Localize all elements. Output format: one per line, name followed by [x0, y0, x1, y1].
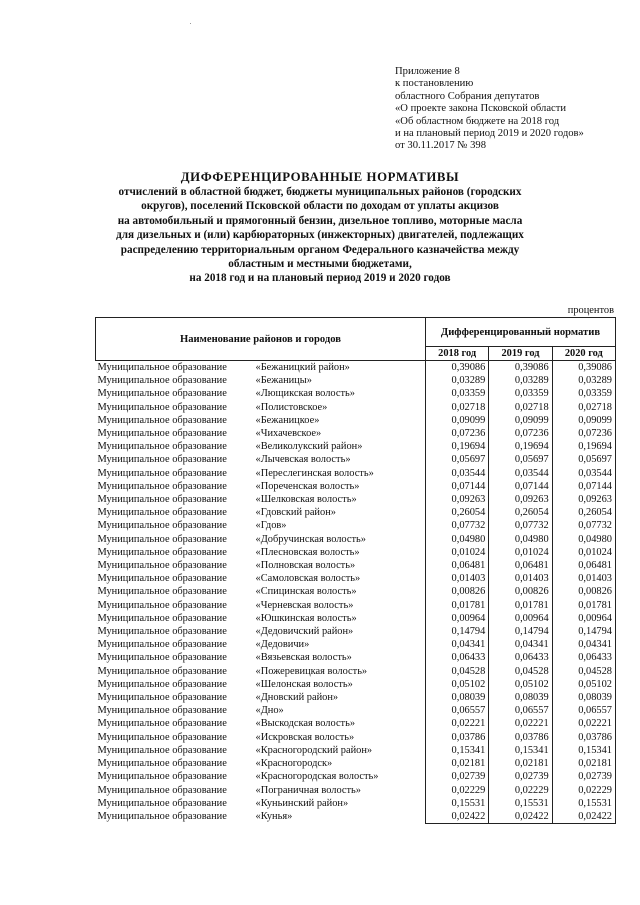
row-name-cell: [96, 533, 426, 546]
entity-type: Муниципальное образование: [97, 639, 227, 651]
value-2018: 0,06433: [426, 651, 489, 664]
value-2018: 0,09263: [426, 493, 489, 506]
municipality-name: «Юшкинская волость»: [255, 612, 357, 624]
value-2020: 0,06481: [552, 559, 615, 572]
table-row: [96, 480, 616, 493]
municipality-name: «Куньинский район»: [255, 797, 349, 809]
table-row: [96, 572, 616, 585]
row-name-cell: [96, 797, 426, 810]
title-line: для дизельных и (или) карбюраторных (инжекторных) двигателей, подлежащих: [116, 229, 524, 242]
table-row: [96, 585, 616, 598]
entity-type: Муниципальное образование: [97, 441, 227, 453]
value-2019: 0,02229: [489, 784, 552, 797]
value-2020: 0,01024: [552, 546, 615, 559]
municipality-name: «Вязьевская волость»: [255, 652, 352, 664]
title-line: на 2018 год и на плановый период 2019 и 2020 годов: [189, 272, 451, 285]
value-2020: 0,02422: [552, 810, 615, 824]
table-row: [96, 704, 616, 717]
title-line: округов), поселений Псковской области по доходам от уплаты акцизов: [141, 200, 499, 213]
value-2020: 0,01403: [552, 572, 615, 585]
entity-type: Муниципальное образование: [97, 494, 227, 506]
value-2018: 0,03359: [426, 387, 489, 400]
municipality-name: «Черневская волость»: [255, 599, 354, 611]
value-2019: 0,15531: [489, 797, 552, 810]
entity-type: Муниципальное образование: [97, 401, 227, 413]
title-line: областным и местными бюджетами,: [228, 258, 412, 271]
value-2019: 0,19694: [489, 440, 552, 453]
table-row: [96, 797, 616, 810]
value-2018: 0,07144: [426, 480, 489, 493]
row-name-cell: [96, 625, 426, 638]
entity-type: Муниципальное образование: [97, 811, 227, 823]
entity-type: Муниципальное образование: [97, 507, 227, 519]
entity-type: Муниципальное образование: [97, 797, 227, 809]
value-2020: 0,05102: [552, 678, 615, 691]
value-2018: 0,02739: [426, 770, 489, 783]
value-2019: 0,39086: [489, 361, 552, 375]
value-2020: 0,26054: [552, 506, 615, 519]
table-row: [96, 374, 616, 387]
unit-label: процентов: [567, 305, 614, 316]
value-2020: 0,15341: [552, 744, 615, 757]
entity-type: Муниципальное образование: [97, 665, 227, 677]
municipality-name: «Красногородский район»: [255, 744, 373, 756]
municipality-name: «Красногородская волость»: [255, 771, 379, 783]
row-name-cell: [96, 440, 426, 453]
value-2019: 0,26054: [489, 506, 552, 519]
table-row: [96, 599, 616, 612]
entity-type: Муниципальное образование: [97, 599, 227, 611]
municipality-name: «Пожеревицкая волость»: [255, 665, 368, 677]
value-2019: 0,07732: [489, 519, 552, 532]
value-2019: 0,01781: [489, 599, 552, 612]
row-name-cell: [96, 678, 426, 691]
value-2019: 0,05697: [489, 453, 552, 466]
value-2020: 0,03359: [552, 387, 615, 400]
header-group: Дифференцированный норматив: [426, 318, 616, 347]
value-2020: 0,04528: [552, 665, 615, 678]
entity-type: Муниципальное образование: [97, 454, 227, 466]
value-2018: 0,15531: [426, 797, 489, 810]
value-2019: 0,04528: [489, 665, 552, 678]
value-2018: 0,02221: [426, 717, 489, 730]
row-name-cell: [96, 572, 426, 585]
value-2019: 0,03289: [489, 374, 552, 387]
value-2018: 0,06557: [426, 704, 489, 717]
row-name-cell: [96, 770, 426, 783]
value-2018: 0,02718: [426, 401, 489, 414]
municipality-name: «Шелковская волость»: [255, 494, 357, 506]
value-2018: 0,26054: [426, 506, 489, 519]
header-year-2019: 2019 год: [489, 347, 552, 361]
value-2019: 0,00964: [489, 612, 552, 625]
table-row: [96, 757, 616, 770]
table-row: [96, 546, 616, 559]
row-name-cell: [96, 559, 426, 572]
row-name-cell: [96, 757, 426, 770]
value-2020: 0,01781: [552, 599, 615, 612]
value-2018: 0,05697: [426, 453, 489, 466]
value-2020: 0,00826: [552, 585, 615, 598]
municipality-name: «Искровская волость»: [255, 731, 355, 743]
table-row: [96, 533, 616, 546]
title-line: распределению территориальным органом Федерального казначейства между: [120, 243, 520, 256]
value-2019: 0,02718: [489, 401, 552, 414]
table-row: [96, 770, 616, 783]
entity-type: Муниципальное образование: [97, 744, 227, 756]
municipality-name: «Бежаницы»: [255, 375, 312, 387]
appendix-line: к постановлению: [395, 78, 474, 90]
table-body: [96, 361, 616, 824]
municipality-name: «Дедовичский район»: [255, 626, 354, 638]
municipality-name: «Чихачевское»: [255, 428, 322, 440]
value-2018: 0,07732: [426, 519, 489, 532]
value-2019: 0,01403: [489, 572, 552, 585]
entity-type: Муниципальное образование: [97, 718, 227, 730]
entity-type: Муниципальное образование: [97, 560, 227, 572]
municipality-name: «Лющикская волость»: [255, 388, 355, 400]
value-2020: 0,09263: [552, 493, 615, 506]
value-2020: 0,06557: [552, 704, 615, 717]
table-row: [96, 414, 616, 427]
municipality-name: «Великолукский район»: [255, 441, 363, 453]
value-2019: 0,06557: [489, 704, 552, 717]
row-name-cell: [96, 638, 426, 651]
municipality-name: «Шелонская волость»: [255, 678, 353, 690]
appendix-line: от 30.11.2017 № 398: [395, 140, 487, 152]
table-row: [96, 678, 616, 691]
municipality-name: «Дновский район»: [255, 692, 339, 704]
row-name-cell: [96, 493, 426, 506]
entity-type: Муниципальное образование: [97, 533, 227, 545]
table-row: [96, 744, 616, 757]
entity-type: Муниципальное образование: [97, 692, 227, 704]
value-2020: 0,19694: [552, 440, 615, 453]
table-row: [96, 625, 616, 638]
entity-type: Муниципальное образование: [97, 480, 227, 492]
entity-type: Муниципальное образование: [97, 771, 227, 783]
value-2018: 0,01024: [426, 546, 489, 559]
value-2019: 0,05102: [489, 678, 552, 691]
value-2020: 0,02739: [552, 770, 615, 783]
value-2019: 0,01024: [489, 546, 552, 559]
municipality-name: «Гдов»: [255, 520, 287, 532]
municipality-name: «Кунья»: [255, 811, 293, 823]
value-2018: 0,03786: [426, 731, 489, 744]
municipality-name: «Полновская волость»: [255, 560, 356, 572]
entity-type: Муниципальное образование: [97, 678, 227, 690]
value-2018: 0,06481: [426, 559, 489, 572]
entity-type: Муниципальное образование: [97, 573, 227, 585]
table-row: [96, 638, 616, 651]
value-2019: 0,08039: [489, 691, 552, 704]
value-2020: 0,03544: [552, 467, 615, 480]
table-row: [96, 665, 616, 678]
value-2018: 0,01403: [426, 572, 489, 585]
row-name-cell: [96, 361, 426, 375]
row-name-cell: [96, 784, 426, 797]
table-row: [96, 493, 616, 506]
entity-type: Муниципальное образование: [97, 586, 227, 598]
row-name-cell: [96, 387, 426, 400]
scan-speck: [190, 23, 191, 24]
header-year-2018: 2018 год: [426, 347, 489, 361]
appendix-line: областного Собрания депутатов: [395, 90, 540, 102]
row-name-cell: [96, 467, 426, 480]
value-2018: 0,15341: [426, 744, 489, 757]
municipality-name: «Пограничная волость»: [255, 784, 361, 796]
table-row: [96, 440, 616, 453]
table-row: [96, 467, 616, 480]
appendix-header: [395, 66, 635, 153]
row-name-cell: [96, 744, 426, 757]
row-name-cell: [96, 810, 426, 824]
value-2019: 0,03544: [489, 467, 552, 480]
value-2019: 0,00826: [489, 585, 552, 598]
value-2020: 0,02718: [552, 401, 615, 414]
entity-type: Муниципальное образование: [97, 758, 227, 770]
appendix-line: «Об областном бюджете на 2018 год: [395, 115, 560, 127]
entity-type: Муниципальное образование: [97, 428, 227, 440]
table-row: [96, 717, 616, 730]
value-2019: 0,02181: [489, 757, 552, 770]
entity-type: Муниципальное образование: [97, 467, 227, 479]
appendix-line: Приложение 8: [395, 66, 460, 77]
value-2020: 0,03289: [552, 374, 615, 387]
value-2018: 0,02229: [426, 784, 489, 797]
table-row: [96, 559, 616, 572]
municipality-name: «Бежаницкий район»: [255, 362, 350, 373]
row-name-cell: [96, 374, 426, 387]
municipality-name: «Плесновская волость»: [255, 546, 360, 558]
value-2019: 0,09099: [489, 414, 552, 427]
row-name-cell: [96, 691, 426, 704]
table-row: [96, 401, 616, 414]
municipality-name: «Полистовское»: [255, 401, 328, 413]
table-row: [96, 784, 616, 797]
table-row: [96, 387, 616, 400]
value-2018: 0,02422: [426, 810, 489, 824]
entity-type: Муниципальное образование: [97, 652, 227, 664]
value-2018: 0,04980: [426, 533, 489, 546]
entity-type: Муниципальное образование: [97, 705, 227, 717]
value-2018: 0,00964: [426, 612, 489, 625]
header-year-2020: 2020 год: [552, 347, 615, 361]
value-2019: 0,04341: [489, 638, 552, 651]
value-2020: 0,02221: [552, 717, 615, 730]
municipality-name: «Гдовский район»: [255, 507, 336, 519]
value-2020: 0,08039: [552, 691, 615, 704]
row-name-cell: [96, 546, 426, 559]
value-2020: 0,04980: [552, 533, 615, 546]
value-2018: 0,14794: [426, 625, 489, 638]
row-name-cell: [96, 401, 426, 414]
table-row: [96, 612, 616, 625]
appendix-line: «О проекте закона Псковской области: [395, 103, 567, 115]
municipality-name: «Переслегинская волость»: [255, 467, 374, 479]
value-2020: 0,14794: [552, 625, 615, 638]
value-2020: 0,06433: [552, 651, 615, 664]
row-name-cell: [96, 612, 426, 625]
value-2018: 0,02181: [426, 757, 489, 770]
row-name-cell: [96, 704, 426, 717]
entity-type: Муниципальное образование: [97, 520, 227, 532]
value-2019: 0,07144: [489, 480, 552, 493]
municipality-name: «Пореченская волость»: [255, 480, 360, 492]
value-2020: 0,03786: [552, 731, 615, 744]
value-2018: 0,05102: [426, 678, 489, 691]
table-row: [96, 519, 616, 532]
value-2020: 0,02181: [552, 757, 615, 770]
entity-type: Муниципальное образование: [97, 731, 227, 743]
table-row: [96, 810, 616, 824]
row-name-cell: [96, 599, 426, 612]
value-2019: 0,03359: [489, 387, 552, 400]
header-name: Наименование районов и городов: [96, 318, 426, 361]
appendix-line: и на плановый период 2019 и 2020 годов»: [395, 128, 584, 140]
document-title: [20, 169, 620, 286]
value-2018: 0,08039: [426, 691, 489, 704]
table-row: [96, 361, 616, 375]
value-2019: 0,02221: [489, 717, 552, 730]
value-2018: 0,04528: [426, 665, 489, 678]
value-2020: 0,07144: [552, 480, 615, 493]
table-row: [96, 651, 616, 664]
value-2018: 0,00826: [426, 585, 489, 598]
municipality-name: «Красногородск»: [255, 758, 333, 770]
value-2019: 0,06433: [489, 651, 552, 664]
norms-table: [95, 317, 616, 824]
value-2018: 0,39086: [426, 361, 489, 375]
value-2019: 0,02422: [489, 810, 552, 824]
entity-type: Муниципальное образование: [97, 784, 227, 796]
value-2020: 0,04341: [552, 638, 615, 651]
row-name-cell: [96, 506, 426, 519]
value-2020: 0,15531: [552, 797, 615, 810]
municipality-name: «Добручинская волость»: [255, 533, 366, 545]
municipality-name: «Дедовичи»: [255, 639, 310, 651]
value-2018: 0,07236: [426, 427, 489, 440]
value-2019: 0,14794: [489, 625, 552, 638]
row-name-cell: [96, 651, 426, 664]
value-2018: 0,03289: [426, 374, 489, 387]
value-2019: 0,07236: [489, 427, 552, 440]
entity-type: Муниципальное образование: [97, 388, 227, 400]
entity-type: Муниципальное образование: [97, 414, 227, 426]
value-2020: 0,00964: [552, 612, 615, 625]
row-name-cell: [96, 480, 426, 493]
municipality-name: «Дно»: [255, 705, 284, 717]
entity-type: Муниципальное образование: [97, 375, 227, 387]
value-2018: 0,01781: [426, 599, 489, 612]
table-row: [96, 691, 616, 704]
value-2019: 0,02739: [489, 770, 552, 783]
value-2020: 0,39086: [552, 361, 615, 375]
value-2019: 0,09263: [489, 493, 552, 506]
table-row: [96, 427, 616, 440]
municipality-name: «Лычевская волость»: [255, 454, 351, 466]
row-name-cell: [96, 585, 426, 598]
table-row: [96, 453, 616, 466]
value-2019: 0,04980: [489, 533, 552, 546]
value-2018: 0,03544: [426, 467, 489, 480]
value-2020: 0,09099: [552, 414, 615, 427]
value-2020: 0,07236: [552, 427, 615, 440]
row-name-cell: [96, 717, 426, 730]
row-name-cell: [96, 453, 426, 466]
municipality-name: «Самоловская волость»: [255, 573, 361, 585]
municipality-name: «Спицинская волость»: [255, 586, 357, 598]
value-2020: 0,05697: [552, 453, 615, 466]
value-2018: 0,04341: [426, 638, 489, 651]
value-2018: 0,19694: [426, 440, 489, 453]
entity-type: Муниципальное образование: [97, 546, 227, 558]
table-row: [96, 731, 616, 744]
municipality-name: «Выскодская волость»: [255, 718, 356, 730]
row-name-cell: [96, 519, 426, 532]
entity-type: Муниципальное образование: [97, 612, 227, 624]
table-row: [96, 506, 616, 519]
title-line: отчислений в областной бюджет, бюджеты муниципальных районов (городских: [118, 186, 522, 198]
value-2020: 0,02229: [552, 784, 615, 797]
row-name-cell: [96, 665, 426, 678]
title-main: ДИФФЕРЕНЦИРОВАННЫЕ НОРМАТИВЫ: [180, 170, 460, 184]
entity-type: Муниципальное образование: [97, 362, 227, 373]
row-name-cell: [96, 427, 426, 440]
row-name-cell: [96, 731, 426, 744]
municipality-name: «Бежаницкое»: [255, 414, 320, 426]
entity-type: Муниципальное образование: [97, 626, 227, 638]
title-line: на автомобильный и прямогонный бензин, дизельное топливо, моторные масла: [117, 214, 523, 227]
value-2019: 0,06481: [489, 559, 552, 572]
value-2020: 0,07732: [552, 519, 615, 532]
value-2018: 0,09099: [426, 414, 489, 427]
row-name-cell: [96, 414, 426, 427]
value-2019: 0,15341: [489, 744, 552, 757]
value-2019: 0,03786: [489, 731, 552, 744]
